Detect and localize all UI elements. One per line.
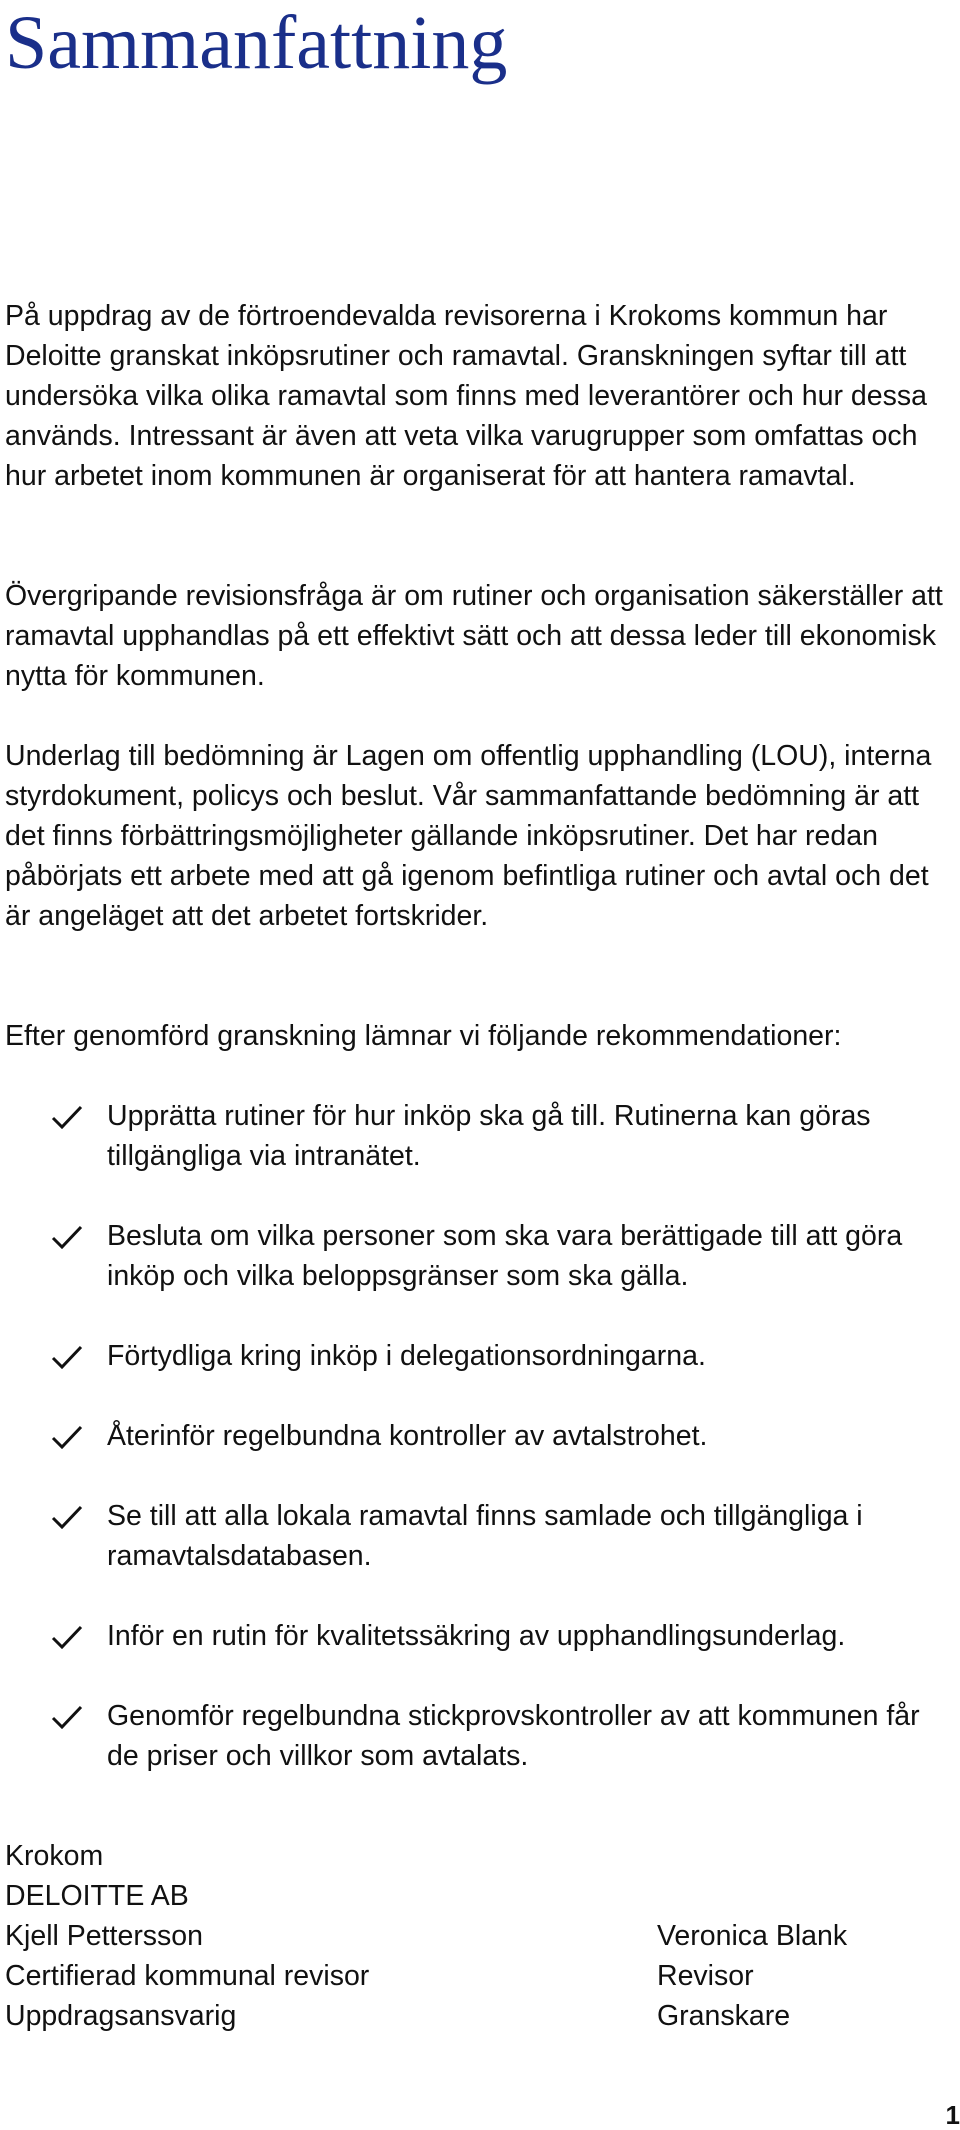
- page-title: Sammanfattning: [5, 1, 508, 85]
- recommendation-item: [0, 1096, 957, 1176]
- recommendation-item: [0, 1696, 957, 1776]
- recommendation-text: Besluta om vilka personer som ska vara berättigade till att göra inköp och vilka beloppsgränser som ska gälla.: [107, 1220, 903, 1292]
- recommendation-item: [0, 1496, 957, 1576]
- recommendation-text: Inför en rutin för kvalitetssäkring av upphandlingsunderlag.: [107, 1620, 846, 1652]
- checkmark-icon: [51, 1505, 83, 1529]
- checkmark-icon: [51, 1625, 83, 1649]
- recommendation-item: [0, 1416, 957, 1456]
- signature-company: DELOITTE AB: [5, 1880, 189, 1912]
- recommendations-intro: Efter genomförd granskning lämnar vi följande rekommendationer:: [5, 1020, 842, 1052]
- checkmark-icon: [51, 1105, 83, 1129]
- assessment-paragraph: Underlag till bedömning är Lagen om offentlig upphandling (LOU), interna styrdokument, policys och beslut. Vår sammanfattande bedömning är att det finns förbättringsmöjligheter gällande inköpsrutiner. Det har redan påbörjats ett arbete med att gå igenom befintliga rutiner och avtal och det är angeläget att det arbetet fortskrider.: [5, 740, 932, 932]
- recommendation-item: [0, 1336, 957, 1376]
- recommendation-text: Se till att alla lokala ramavtal finns samlade och tillgängliga i ramavtalsdatabasen.: [107, 1500, 863, 1572]
- recommendation-text: Återinför regelbundna kontroller av avtalstrohet.: [107, 1420, 708, 1452]
- signature-right-block: [657, 1916, 847, 2036]
- checkmark-icon: [51, 1345, 83, 1369]
- recommendation-text: Genomför regelbundna stickprovskontroller av att kommunen får de priser och villkor som avtalats.: [107, 1700, 920, 1772]
- recommendation-text: Förtydliga kring inköp i delegationsordningarna.: [107, 1340, 706, 1372]
- signature-left-name: Kjell Pettersson: [5, 1920, 204, 1952]
- recommendation-item: [0, 1216, 957, 1296]
- recommendation-text: Upprätta rutiner för hur inköp ska gå till. Rutinerna kan göras tillgängliga via intranätet.: [107, 1100, 871, 1172]
- signature-right-position: Granskare: [657, 2000, 791, 2032]
- signature-left-position: Uppdragsansvarig: [5, 2000, 237, 2032]
- recommendations-list: [0, 1096, 960, 1816]
- recommendation-item: [0, 1616, 957, 1656]
- signature-right-name: Veronica Blank: [657, 1920, 848, 1952]
- signature-place: Krokom: [5, 1840, 104, 1872]
- checkmark-icon: [51, 1705, 83, 1729]
- signature-left-block: [5, 1836, 369, 2036]
- checkmark-icon: [51, 1225, 83, 1249]
- signature-right-role: Revisor: [657, 1960, 754, 1992]
- intro-paragraph: På uppdrag av de förtroendevalda revisorerna i Krokoms kommun har Deloitte granskat inköpsrutiner och ramavtal. Granskningen syftar till att undersöka vilka olika ramavtal som finns med leverantörer och hur dessa används. Intressant är även att veta vilka varugrupper som omfattas och hur arbetet inom kommunen är organiserat för att hantera ramavtal.: [5, 300, 927, 492]
- question-paragraph: Övergripande revisionsfråga är om rutiner och organisation säkerställer att ramavtal upphandlas på ett effektivt sätt och att dessa leder till ekonomisk nytta för kommunen.: [5, 580, 943, 692]
- signature-left-role: Certifierad kommunal revisor: [5, 1960, 370, 1992]
- checkmark-icon: [51, 1425, 83, 1449]
- page-number: 1: [945, 2100, 960, 2130]
